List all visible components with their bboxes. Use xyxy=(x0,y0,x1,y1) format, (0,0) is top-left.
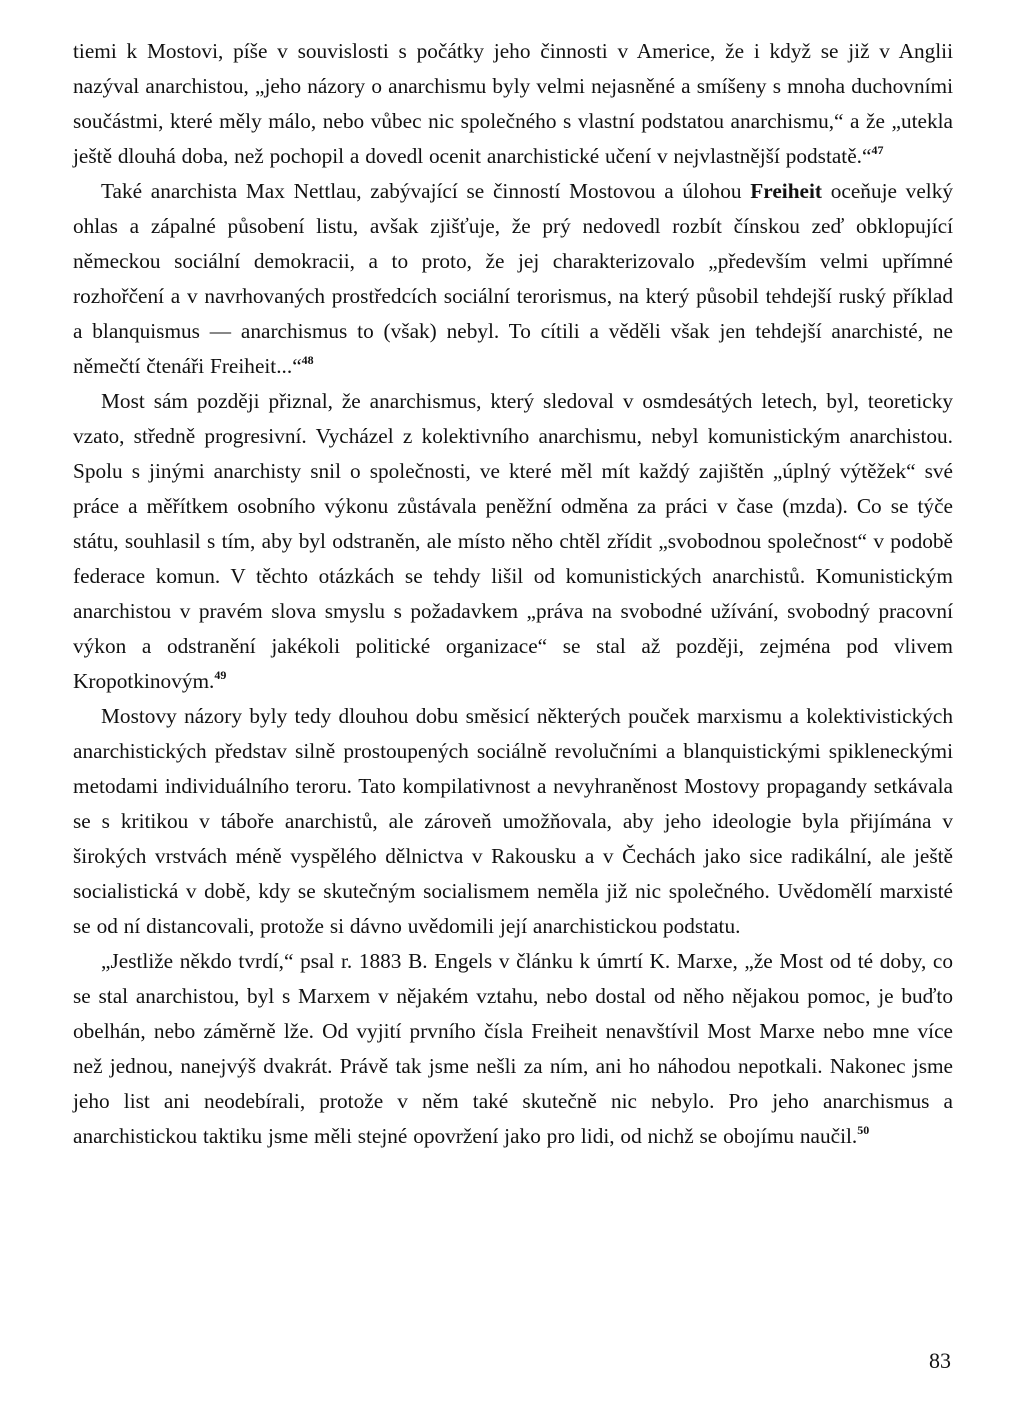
footnote-ref-47: 47 xyxy=(871,143,884,157)
paragraph-1 xyxy=(73,34,953,174)
footnote-ref-50: 50 xyxy=(857,1123,870,1137)
page-body xyxy=(73,34,953,1154)
paragraph-3 xyxy=(73,384,953,699)
paragraph-text: tiemi k Mostovi, píše v souvislosti s počátky jeho činnosti v Americe, že i když se již v Anglii nazýval anarchistou, „jeho názory o anarchismu byly velmi nejasněné a smíšeny s mnoha duchovními součástmi, které měly málo, nebo vůbec nic společného s vlastní podstatou anarchismu,“ a že „utekla ještě dlouhá doba, než pochopil a dovedl ocenit anarchistické učení v nejvlastnější podstatě.“ xyxy=(73,39,953,168)
footnote-ref-48: 48 xyxy=(301,353,314,367)
paragraph-lead: Také anarchista Max Nettlau, zabývající se činností Mostovou a úlohou xyxy=(101,179,742,203)
page-number: 83 xyxy=(929,1348,951,1373)
paragraph-text: Most sám později přiznal, že anarchismus, který sledoval v osmdesátých letech, byl, teoreticky vzato, středně progresivní. Vycházel z kolektivního anarchismu, nebyl komunistickým anarchistou. Spolu s jinými anarchisty snil o společnosti, ve které měl mít každý zajištěn „úplný výtěžek“ své práce a měřítkem osobního výkonu zůstávala peněžní odměna za práci v čase (mzda). Co se týče státu, souhlasil s tím, aby byl odstraněn, ale místo něho chtěl zřídit „svobodnou společnost“ v podobě federace komun. V těchto otázkách se tehdy lišil od komunistických anarchistů. Komunistickým anarchistou v pravém slova smyslu s požadavkem „práva na svobodné užívání, svobodný pracovní výkon a odstranění jakékoli politické organizace“ se stal až později, zejména pod vlivem Kropotkinovým. xyxy=(73,389,953,693)
paragraph-5 xyxy=(73,944,953,1154)
footnote-ref-49: 49 xyxy=(214,668,227,682)
paragraph-text: Mostovy názory byly tedy dlouhou dobu směsicí některých pouček marxismu a kolektivistických anarchistických představ silně prostoupených sociálně revolučními a blanquistickými spikleneckými metodami individuálního teroru. Tato kompilativnost a nevyhraněnost Mostovy propagandy setkávala se s kritikou v táboře anarchistů, ale zároveň umožňovala, aby jeho ideologie byla přijímána v širokých vrstvách méně vyspělého dělnictva v Rakousku a v Čechách jako sice radikální, ale ještě socialistická v době, kdy se skutečným socialismem neměla již nic společného. Uvědomělí marxisté se od ní distancovali, protože si dávno uvědomili její anarchistickou podstatu. xyxy=(73,704,953,938)
paragraph-4 xyxy=(73,699,953,944)
paragraph-text: oceňuje velký ohlas a zápalné působení listu, avšak zjišťuje, že prý nedovedl rozbít čínskou zeď obklopující německou sociální demokracii, a to proto, že jej charakterizovalo „především velmi upřímné rozhořčení a v navrhovaných prostředcích sociální terorismus, na který působil tehdejší ruský příklad a blanquismus — anarchismus to (však) nebyl. To cítili a věděli však jen tehdejší anarchisté, ne němečtí čtenáři Freiheit...“ xyxy=(73,179,953,378)
newspaper-title-freiheit: Freiheit xyxy=(750,179,823,203)
paragraph-2 xyxy=(73,174,953,384)
paragraph-text: „Jestliže někdo tvrdí,“ psal r. 1883 B. Engels v článku k úmrtí K. Marxe, „že Most od té doby, co se stal anarchistou, byl s Marxem v nějakém vztahu, nebo dostal od něho nějakou pomoc, je buďto obelhán, nebo záměrně lže. Od vyjití prvního čísla Freiheit nenavštívil Most Marxe nebo mne více než jednou, nanejvýš dvakrát. Právě tak jsme nešli za ním, ani ho náhodou nepotkali. Nakonec jsme jeho list ani neodebírali, protože v něm také skutečně nic nebylo. Pro jeho anarchismus a anarchistickou taktiku jsme měli stejné opovržení jako pro lidi, od nichž se obojímu naučil. xyxy=(73,949,953,1148)
